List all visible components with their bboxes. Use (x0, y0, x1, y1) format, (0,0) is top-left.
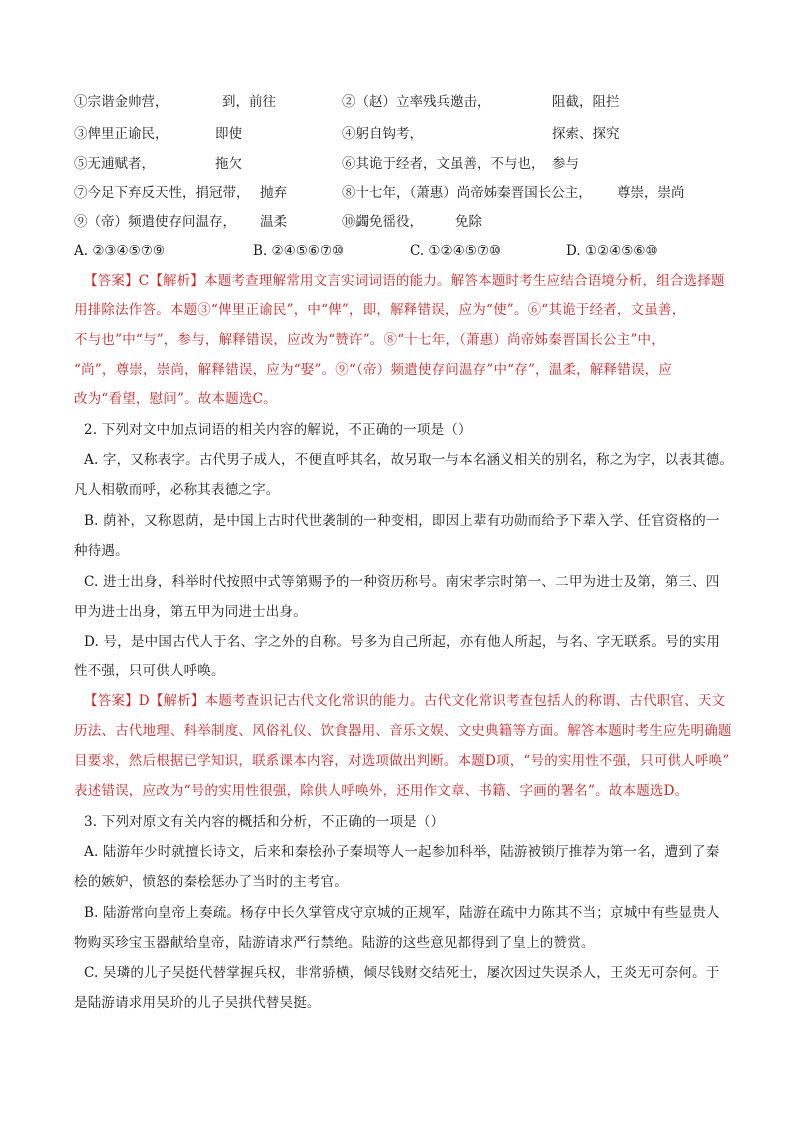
q3-option-b: B. 陆游常向皇帝上奏疏。杨存中长久掌管戍守京城的正规军，陆游在疏中力陈其不当；京城中有些显贵人 (84, 905, 720, 921)
q1-answer-line-4: “尚”，尊崇，崇尚，解释错误，应为“娶”。⑨“（帝）频遣使存问温存”中“存”，温柔，解释错误，应 (74, 362, 673, 378)
q1-item-7-gloss: 抛弃 (260, 185, 287, 201)
q1-answer-line-1: 【答案】C【解析】本题考查理解常用文言实词词语的能力。解答本题时考生应结合语境分析，组合选择题 (84, 273, 725, 289)
q1-answer-line-5: 改为“看望，慰问”。故本题选C。 (74, 391, 277, 407)
q1-item-1-gloss: 到，前往 (222, 94, 276, 110)
q1-item-4-gloss: 探索、探究 (552, 126, 620, 142)
q1-item-3-gloss: 即使 (215, 126, 242, 142)
q3-option-a: A. 陆游年少时就擅长诗文，后来和秦桧孙子秦埙等人一起参加科举，陆游被锁厅推荐为第一名，遭到了秦 (84, 844, 720, 860)
q1-item-6-gloss: 参与 (552, 156, 579, 172)
q2-option-b: B. 荫补，又称恩荫，是中国上古时代世袭制的一种变相，即因上辈有功勋而给予下辈入学、任官资格的一 (84, 513, 720, 529)
q1-item-2-gloss: 阻截，阻拦 (552, 94, 620, 110)
q3-option-b-cont: 物购买珍宝玉器献给皇帝，陆游请求严行禁绝。陆游的这些意见都得到了皇上的赞赏。 (74, 935, 595, 951)
q2-answer-line-4: 表述错误，应改为“号的实用性很强，除供人呼唤外，还用作文章、书籍、字画的署名”。故本题选D。 (74, 783, 689, 799)
q1-item-9-gloss: 温柔 (260, 214, 287, 230)
q2-option-d: D. 号，是中国古代人于名、字之外的自称。号多为自己所起，亦有他人所起，与名、字无联系。号的实用 (84, 634, 721, 650)
q1-item-8-gloss: 尊崇，崇尚 (617, 185, 685, 201)
q1-item-5: ⑤无逋赋者， (74, 156, 155, 172)
q1-item-10: ⑩蠲免徭役， (342, 214, 423, 230)
q2-option-d-cont: 性不强，只可供人呼唤。 (74, 663, 225, 679)
q1-item-6: ⑥其诡于经者，文虽善，不与也， (342, 156, 545, 172)
q3-stem: 3. 下列对原文有关内容的概括和分析，不正确的一项是（） (84, 814, 445, 830)
q1-item-5-gloss: 拖欠 (215, 156, 242, 172)
q1-answer-line-3: 不与也”中“与”，参与，解释错误，应改为“赞许”。⑧“十七年，（萧惠）尚帝姊秦晋国长公主”中， (74, 332, 665, 348)
q2-option-a: A. 字，又称表字。古代男子成人，不便直呼其名，故另取一与本名涵义相关的别名，称之为字，以表其德。 (84, 452, 734, 468)
q2-answer-line-2: 历法、古代地理、科举制度、风俗礼仪、饮食器用、音乐文娱、文史典籍等方面。解答本题时考生应先明确题 (74, 723, 732, 739)
q2-answer-line-3: 目要求，然后根据已学知识，联系课本内容，对选项做出判断。本题D项，“号的实用性不强，只可供人呼唤” (74, 753, 730, 769)
q2-answer-line-1: 【答案】D【解析】本题考查识记古代文化常识的能力。古代文化常识考查包括人的称谓、古代职官、天文 (84, 693, 726, 709)
q1-answer-line-2: 用排除法作答。本题③“俾里正谕民”，中“俾”，即，解释错误，应为“使”。⑥“其诡于经者，文虽善， (74, 302, 686, 318)
q1-choice-c: C. ①②④⑤⑦⑩ (410, 243, 502, 259)
q2-option-a-cont: 凡人相敬而呼，必称其表德之字。 (74, 482, 280, 498)
q1-item-10-gloss: 免除 (455, 214, 482, 230)
q1-item-4: ④躬自钩考， (342, 126, 423, 142)
q2-option-c-cont: 甲为进士出身，第五甲为同进士出身。 (74, 604, 307, 620)
q1-choice-a: A. ②③④⑤⑦⑨ (74, 243, 165, 259)
q3-option-a-cont: 桧的嫉妒，愤怒的秦桧惩办了当时的主考官。 (74, 874, 348, 890)
q2-option-b-cont: 种待遇。 (74, 543, 129, 559)
q3-option-c: C. 吴璘的儿子吴挺代替掌握兵权，非常骄横，倾尽钱财交结死士，屡次因过失误杀人，王炎无可奈何。于 (84, 965, 720, 981)
q3-option-c-cont: 是陆游请求用吴玠的儿子吴拱代替吴挺。 (74, 995, 321, 1011)
q2-option-c: C. 进士出身，科举时代按照中式等第赐予的一种资历称号。南宋孝宗时第一、二甲为进士及第，第三、四 (84, 574, 720, 590)
q2-stem: 2. 下列对文中加点词语的相关内容的解说，不正确的一项是（） (84, 422, 472, 438)
q1-item-1: ①宗谐金帅营， (74, 94, 169, 110)
q1-choice-d: D. ①②④⑤⑥⑩ (566, 243, 658, 259)
q1-item-7: ⑦今足下弃反天性，捐冠带， (74, 185, 250, 201)
q1-item-2: ②（赵）立率残兵邀击， (342, 94, 491, 110)
q1-item-8: ⑧十七年，（萧惠）尚帝姊秦晋国长公主， (342, 185, 592, 201)
q1-item-9: ⑨（帝）频遣使存问温存， (74, 214, 236, 230)
q1-choice-b: B. ②④⑤⑥⑦⑩ (253, 243, 345, 259)
q1-item-3: ③俾里正谕民， (74, 126, 169, 142)
